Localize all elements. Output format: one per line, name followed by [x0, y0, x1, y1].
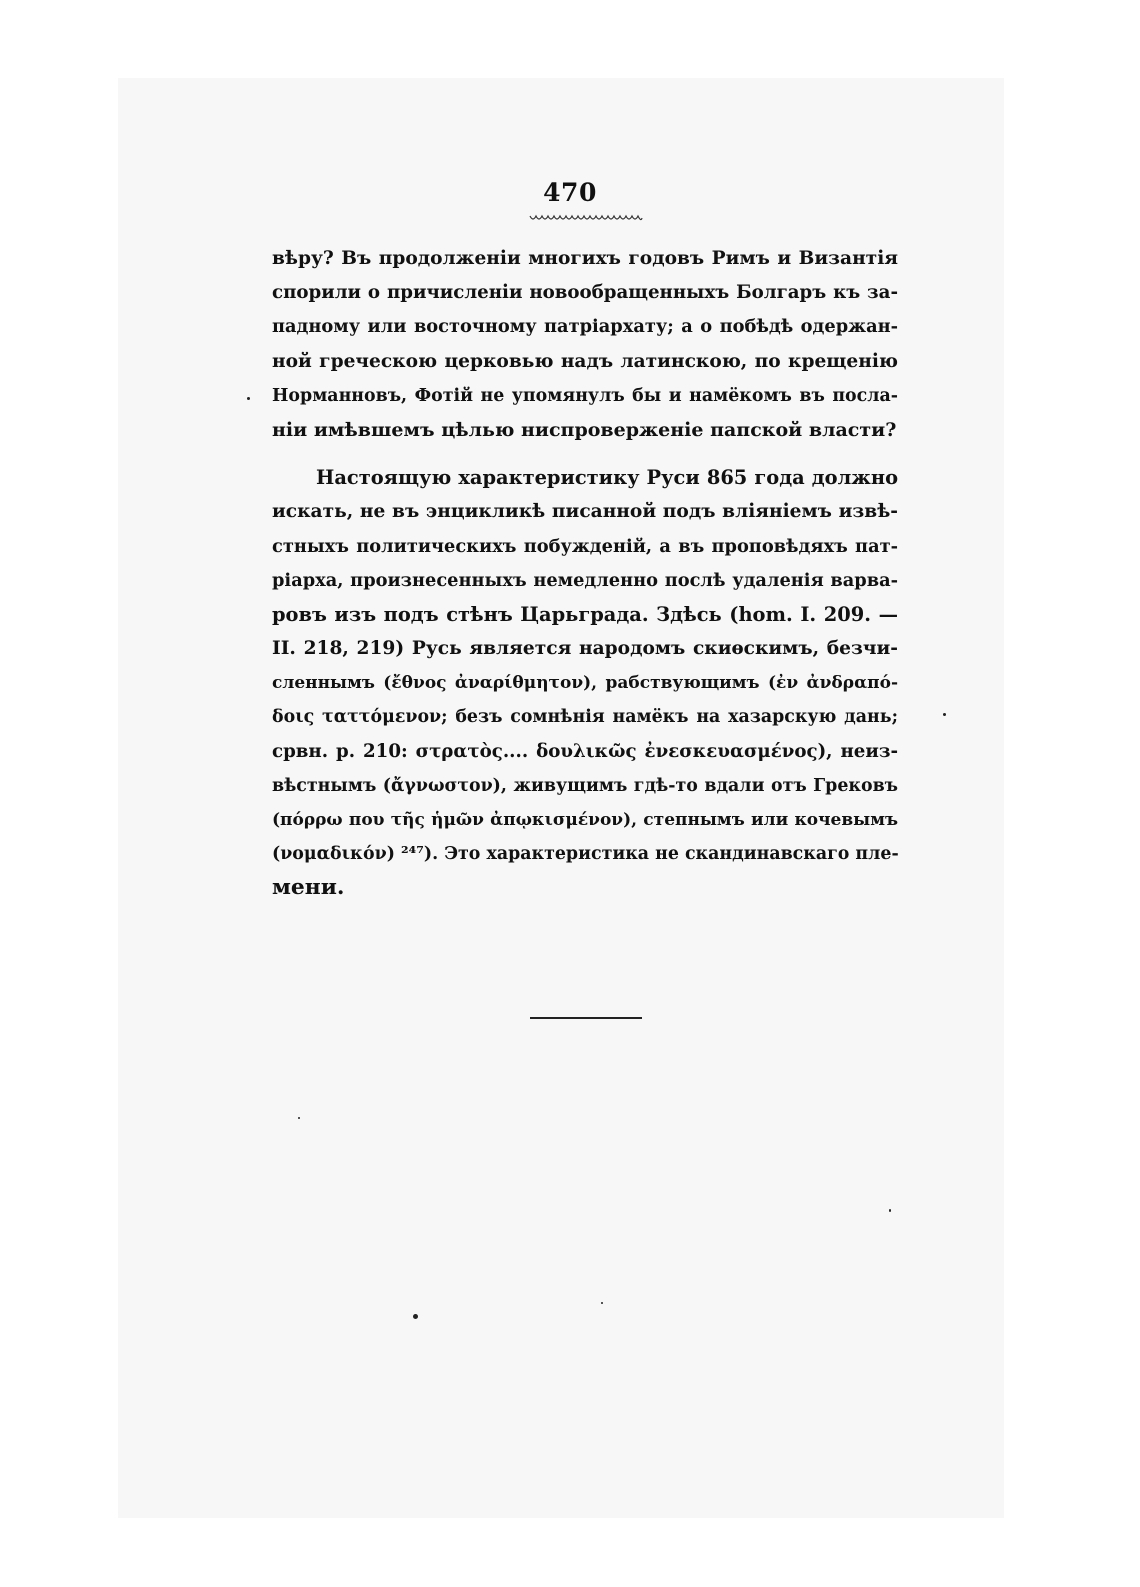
- wavy-ornament: [528, 212, 644, 224]
- scan-speck: [889, 1209, 891, 1212]
- scan-speck: [413, 1314, 418, 1319]
- text-line: (πόρρω που τῆς ἡμῶν ἀπῳκισμένον), степнымъ или кочевымъ: [272, 810, 898, 830]
- text-line: Настоящую характеристику Руси 865 года должно: [316, 466, 898, 490]
- text-line: δοις ταττόμενον; безъ сомнѣнія намёкъ на хазарскую дань;: [272, 707, 898, 728]
- text-line: мени.: [272, 875, 345, 901]
- scan-speck: [298, 1117, 300, 1119]
- scan-speck: [943, 713, 946, 716]
- text-line: (νομαδικόν) ²⁴⁷). Это характеристика не скандинавскаго пле-: [272, 844, 899, 865]
- text-line: спорили о причисленіи новообращенныхъ Болгаръ къ за-: [272, 282, 898, 304]
- text-line: ровъ изъ подъ стѣнъ Царьграда. Здѣсь (hom. I. 209. —: [272, 602, 898, 626]
- paragraph: [272, 461, 898, 905]
- text-line: Норманновъ, Фотій не упомянулъ бы и намёкомъ въ посла-: [272, 385, 898, 406]
- text-line: срвн. р. 210: στρατὸς.... δουλικῶς ἐνεσκευασμένος), неиз-: [272, 740, 898, 762]
- text-line: ніи имѣвшемъ цѣлью ниспроверженіе папской власти?: [272, 418, 897, 441]
- text-line: ной греческою церковью надъ латинскою, по крещенію: [272, 350, 898, 372]
- paragraph-gap: [272, 447, 898, 461]
- page-number: 470: [543, 178, 597, 207]
- text-line: вѣстнымъ (ἄγνωστον), живущимъ гдѣ-то вдали отъ Грековъ: [272, 775, 898, 796]
- paragraph: [272, 242, 898, 447]
- text-line: вѣру? Въ продолженіи многихъ годовъ Римъ и Византія: [272, 248, 898, 269]
- text-line: стныхъ политическихъ побужденій, а въ проповѣдяхъ пат-: [272, 535, 898, 557]
- text-line: искать, не въ энцикликѣ писанной подъ вліяніемъ извѣ-: [272, 501, 898, 523]
- section-end-rule: [530, 1017, 642, 1019]
- text-line: падному или восточному патріархату; а о побѣдѣ одержан-: [272, 316, 898, 338]
- scan-speck: [601, 1302, 603, 1304]
- scan-speck: [247, 397, 250, 400]
- text-line: сленнымъ (ἔθνος ἀναρίθμητον), рабствующимъ (ἐν ἀνδραπό-: [272, 673, 898, 694]
- text-line: ріарха, произнесенныхъ немедленно послѣ удаленія варва-: [272, 569, 898, 591]
- text-line: II. 218, 219) Русь является народомъ скиѳскимъ, безчи-: [272, 638, 898, 660]
- body-text: [272, 242, 898, 906]
